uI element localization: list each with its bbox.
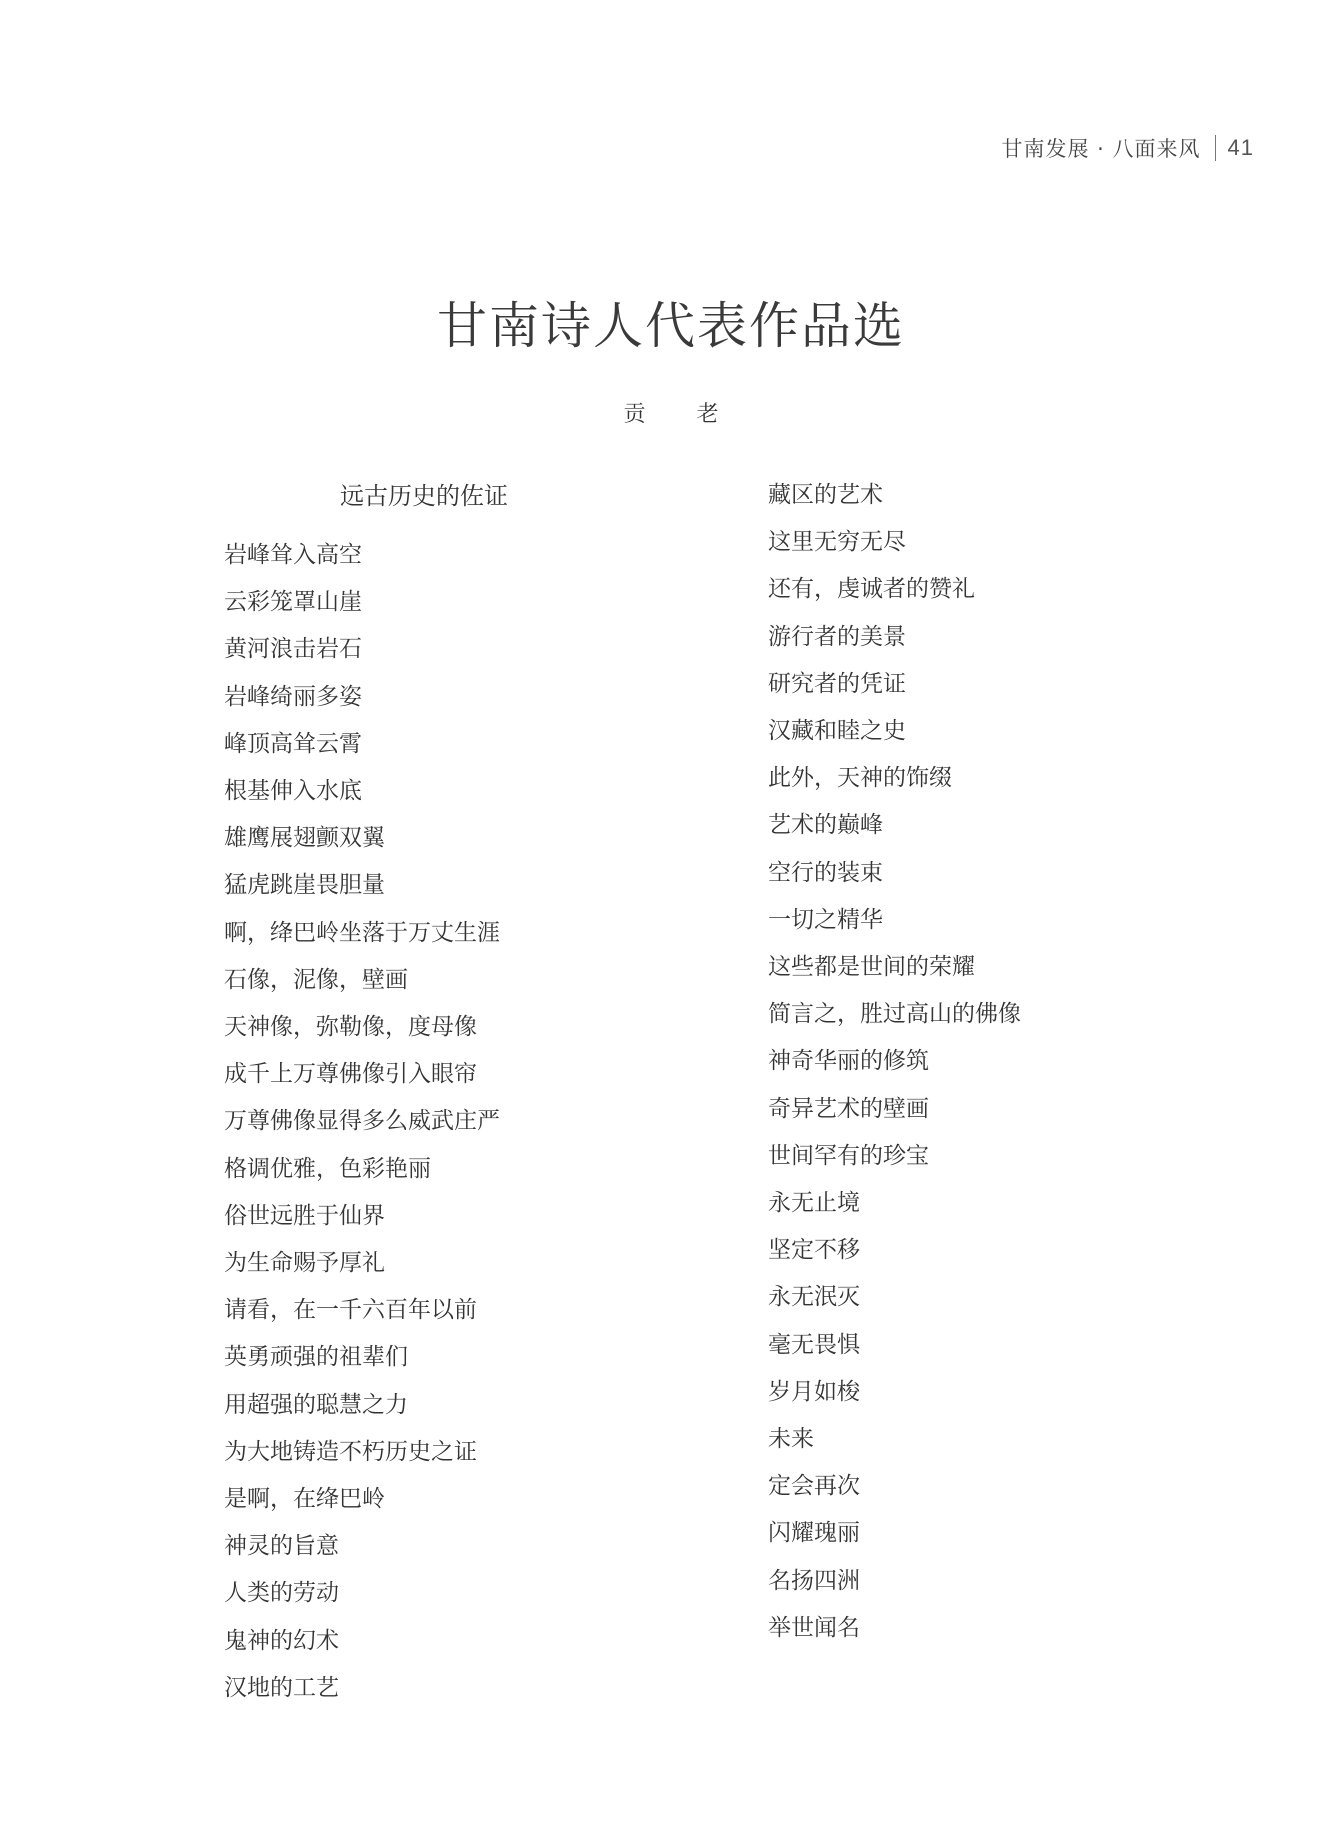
poem-line-right-22: 定会再次: [768, 1473, 860, 1500]
author-name: 贡 老: [623, 402, 741, 427]
poem-line-left-11: 天神像，弥勒像，度母像: [224, 1014, 477, 1041]
poem-line-right-24: 名扬四洲: [768, 1567, 860, 1594]
poem-line-left-16: 为生命赐予厚礼: [224, 1250, 385, 1277]
poem-line-left-19: 用超强的聪慧之力: [224, 1391, 408, 1418]
poem-line-left-15: 俗世远胜于仙界: [224, 1202, 385, 1229]
poem-line-left-23: 人类的劳动: [224, 1580, 339, 1607]
poem-line-right-2: 这里无穷无尽: [768, 529, 906, 556]
poem-line-right-23: 闪耀瑰丽: [768, 1520, 860, 1547]
poem-line-right-10: 一切之精华: [768, 906, 883, 933]
poem-line-left-3: 黄河浪击岩石: [224, 636, 362, 663]
poem-line-right-1: 藏区的艺术: [768, 482, 883, 508]
poem-line-left-14: 格调优雅，色彩艳丽: [224, 1155, 431, 1182]
poem-line-right-3: 还有，虔诚者的赞礼: [768, 576, 975, 603]
poem-line-left-24: 鬼神的幻术: [224, 1627, 339, 1654]
poem-line-right-16: 永无止境: [768, 1190, 860, 1217]
poem-column-right: [768, 478, 1188, 1652]
poem-title: 远古历史的佐证: [340, 482, 508, 510]
article-title: 甘南诗人代表作品选: [437, 297, 905, 355]
poem-line-left-22: 神灵的旨意: [224, 1533, 339, 1560]
poem-line-right-5: 研究者的凭证: [768, 670, 906, 697]
poem-line-right-19: 毫无畏惧: [768, 1331, 860, 1358]
poem-line-left-21: 是啊，在绛巴岭: [224, 1486, 385, 1513]
poem-line-left-12: 成千上万尊佛像引入眼帘: [224, 1061, 477, 1088]
poem-lines-left: [224, 532, 624, 1712]
poem-line-left-20: 为大地铸造不朽历史之证: [224, 1438, 477, 1465]
poem-line-right-25: 举世闻名: [768, 1614, 860, 1641]
poem-line-left-5: 峰顶高耸云霄: [224, 730, 362, 757]
poem-line-right-15: 世间罕有的珍宝: [768, 1142, 929, 1169]
poem-line-right-14: 奇异艺术的壁画: [768, 1095, 929, 1122]
poem-line-right-6: 汉藏和睦之史: [768, 718, 906, 745]
poem-lines-right: [768, 472, 1188, 1652]
poem-line-right-11: 这些都是世间的荣耀: [768, 954, 975, 981]
running-header-section: 甘南发展 · 八面来风: [1001, 137, 1201, 161]
poem-line-left-1: 岩峰耸入高空: [224, 542, 362, 568]
poem-line-left-9: 啊，绛巴岭坐落于万丈生涯: [224, 919, 500, 946]
poem-line-left-8: 猛虎跳崖畏胆量: [224, 872, 385, 899]
poem-line-right-17: 坚定不移: [768, 1237, 860, 1264]
poem-line-right-8: 艺术的巅峰: [768, 812, 883, 839]
poem-line-left-25: 汉地的工艺: [224, 1674, 339, 1701]
poem-column-left: [224, 478, 624, 1712]
poem-line-right-20: 岁月如梭: [768, 1378, 860, 1405]
poem-line-right-13: 神奇华丽的修筑: [768, 1048, 929, 1075]
poem-line-right-7: 此外，天神的饰缀: [768, 765, 952, 792]
poem-line-left-7: 雄鹰展翅颤双翼: [224, 825, 385, 852]
poem-line-right-18: 永无泯灭: [768, 1284, 860, 1311]
page-number: 41: [1227, 135, 1254, 160]
running-header: [1001, 133, 1254, 163]
poem-line-left-13: 万尊佛像显得多么威武庄严: [224, 1108, 500, 1135]
poem-line-left-17: 请看，在一千六百年以前: [224, 1297, 477, 1324]
poem-line-right-12: 简言之，胜过高山的佛像: [768, 1001, 1021, 1028]
poem-line-left-6: 根基伸入水底: [224, 778, 362, 805]
header-divider: [1215, 135, 1216, 161]
poem-line-left-2: 云彩笼罩山崖: [224, 589, 362, 616]
poem-line-right-4: 游行者的美景: [768, 623, 906, 650]
poem-line-left-18: 英勇顽强的祖辈们: [224, 1344, 408, 1371]
poem-line-left-10: 石像，泥像，壁画: [224, 966, 408, 993]
poem-line-left-4: 岩峰绮丽多姿: [224, 683, 362, 710]
poem-line-right-21: 未来: [768, 1426, 814, 1453]
poem-line-right-9: 空行的装束: [768, 859, 883, 886]
